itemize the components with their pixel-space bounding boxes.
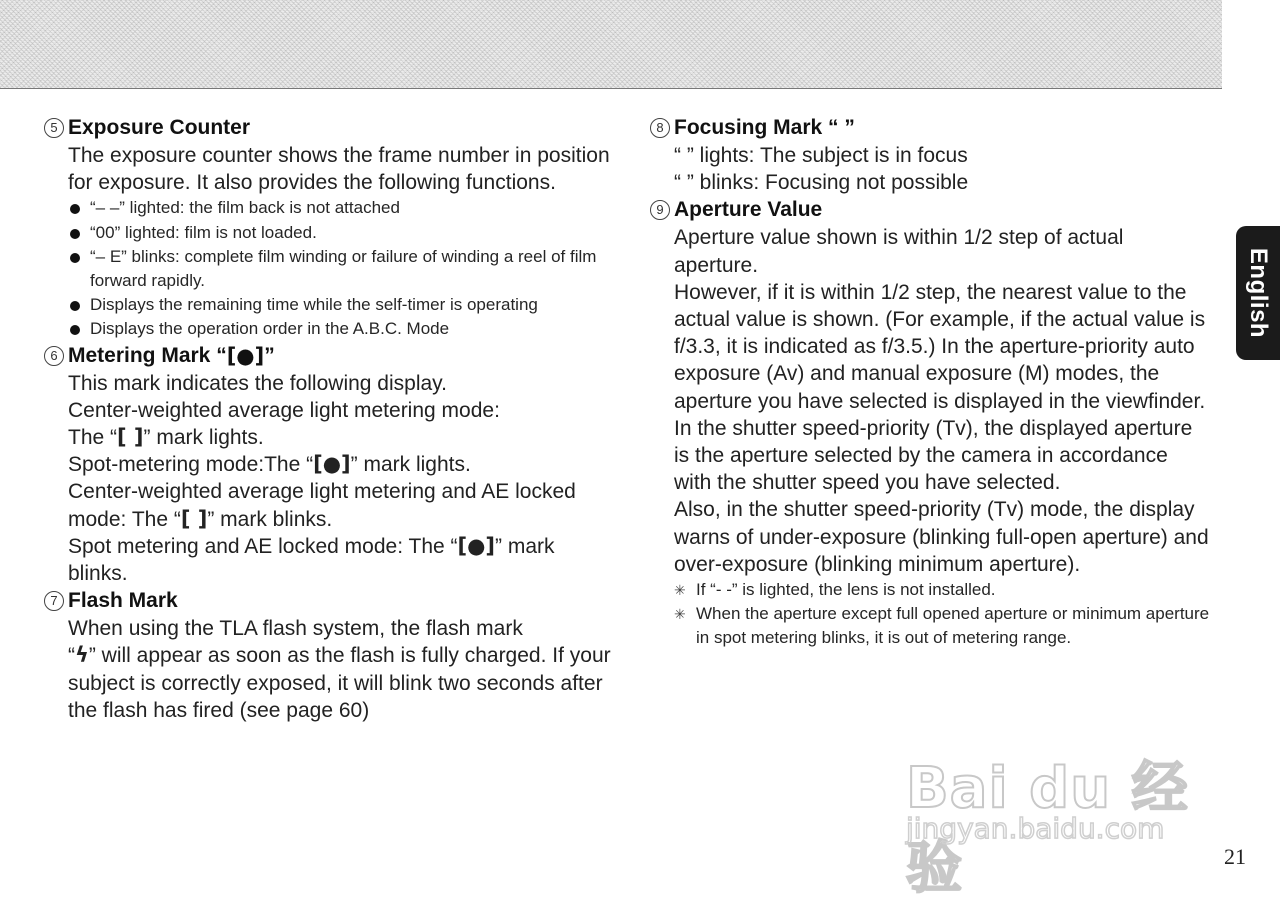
spot-metering-icon: [●] — [457, 533, 496, 558]
section-9-title: Aperture Value — [674, 198, 823, 222]
metering-line-4b: ” mark lights. — [350, 453, 471, 477]
metering-line-1: This mark indicates the following display. — [68, 371, 447, 395]
flash-line-2a: “ — [68, 644, 75, 668]
metering-line-3b: ” mark lights. — [143, 426, 264, 450]
section-5-body: The exposure counter shows the frame number in position for exposure. It also provides the following functions. — [68, 144, 610, 195]
scan-header-band — [0, 0, 1222, 89]
center-weighted-metering-icon: [ ] — [180, 506, 208, 531]
watermark-brand: Bai du 经验 — [906, 756, 1189, 901]
section-6-title-suffix: ” — [264, 343, 275, 367]
right-column — [650, 114, 1210, 651]
flash-line-2 — [68, 642, 614, 724]
metering-line-6 — [68, 533, 614, 587]
section-6-title-prefix: Metering Mark “ — [68, 343, 227, 367]
aperture-paragraph-4: Also, in the shutter speed-priority (Tv) mode, the display warns of under-exposure (blinking full-open aperture) and over-exposure (blinking minimum aperture). — [674, 498, 1209, 576]
metering-line-4 — [68, 451, 614, 478]
section-5-heading — [44, 114, 614, 142]
metering-line-4a: Spot-metering mode:The “ — [68, 453, 314, 477]
metering-line-3a: The “ — [68, 426, 118, 450]
note-item: ✳ When the aperture except full opened aperture or minimum aperture in spot metering blinks, it is out of metering range. — [674, 602, 1210, 650]
metering-line-3 — [68, 424, 614, 451]
exposure-counter-list — [44, 196, 614, 341]
section-number-7: 7 — [44, 591, 64, 611]
section-5-title: Exposure Counter — [68, 116, 251, 139]
section-8-heading — [650, 114, 1210, 142]
metering-line-5 — [68, 478, 614, 532]
watermark-url: jingyan.baidu.com — [906, 812, 1165, 845]
spot-metering-icon: [●] — [226, 343, 265, 368]
section-9-heading — [650, 196, 1210, 224]
note-item: ✳ If “- -” is lighted, the lens is not installed. — [674, 578, 1210, 602]
aperture-paragraph-2: However, if it is within 1/2 step, the nearest value to the actual value is shown. (For example, if the actual value is f/3.3, it is indicated as f/3.5.) In the aperture-priority auto exposure (Av) and manual exposure (M) modes, the aperture you have selected is displayed in the viewfinder. — [674, 280, 1206, 413]
focus-line-2: “ ” blinks: Focusing not possible — [674, 171, 969, 195]
left-column — [44, 114, 614, 724]
section-7-heading — [44, 587, 614, 615]
metering-line-5b: ” mark blinks. — [207, 507, 333, 531]
section-6-heading — [44, 342, 614, 370]
language-tab-label: English — [1245, 247, 1273, 339]
list-item: Displays the remaining time while the self-timer is operating — [68, 293, 614, 317]
language-tab — [1236, 226, 1280, 360]
list-item: “00” lighted: film is not loaded. — [68, 221, 614, 245]
spot-metering-icon: [●] — [313, 452, 351, 477]
section-6-body — [44, 370, 614, 588]
flash-line-1: When using the TLA flash system, the flash mark — [68, 617, 523, 641]
list-item: “– E” blinks: complete film winding or failure of winding a reel of film forward rapidly. — [68, 245, 614, 293]
list-item: “– –” lighted: the film back is not attached — [68, 196, 614, 220]
metering-line-2: Center-weighted average light metering mode: — [68, 398, 500, 422]
section-number-5: 5 — [44, 118, 64, 138]
page-number: 21 — [1224, 844, 1246, 869]
section-9-body — [650, 224, 1210, 578]
baidu-watermark — [900, 744, 1210, 901]
section-8-title: Focusing Mark “ ” — [674, 116, 855, 139]
aperture-notes — [650, 578, 1210, 651]
flash-icon: ϟ — [75, 643, 89, 668]
metering-line-6a: Spot metering and AE locked mode: The “ — [68, 534, 458, 558]
section-number-6: 6 — [44, 346, 64, 366]
focus-line-1: “ ” lights: The subject is in focus — [674, 144, 968, 167]
flash-line-2b: ” will appear as soon as the flash is fully charged. If your subject is correctly exposed, it will blink two seconds after the flash has fired (see page 60) — [68, 644, 611, 722]
section-number-9: 9 — [650, 200, 670, 220]
section-7-title: Flash Mark — [68, 589, 178, 613]
aperture-paragraph-1: Aperture value shown is within 1/2 step of actual aperture. — [674, 226, 1124, 277]
metering-line-5a: Center-weighted average light metering and AE locked mode: The “ — [68, 480, 576, 531]
center-weighted-metering-icon: [ ] — [117, 425, 144, 450]
section-7-body — [44, 615, 614, 724]
section-number-8: 8 — [650, 118, 670, 138]
aperture-paragraph-3: In the shutter speed-priority (Tv), the displayed aperture is the aperture selected by the camera in accordance with the shutter speed you have selected. — [674, 416, 1193, 495]
list-item: Displays the operation order in the A.B.C. Mode — [68, 317, 614, 341]
metering-line-6b: ” mark blinks. — [68, 534, 555, 586]
section-8-body — [650, 142, 1210, 196]
